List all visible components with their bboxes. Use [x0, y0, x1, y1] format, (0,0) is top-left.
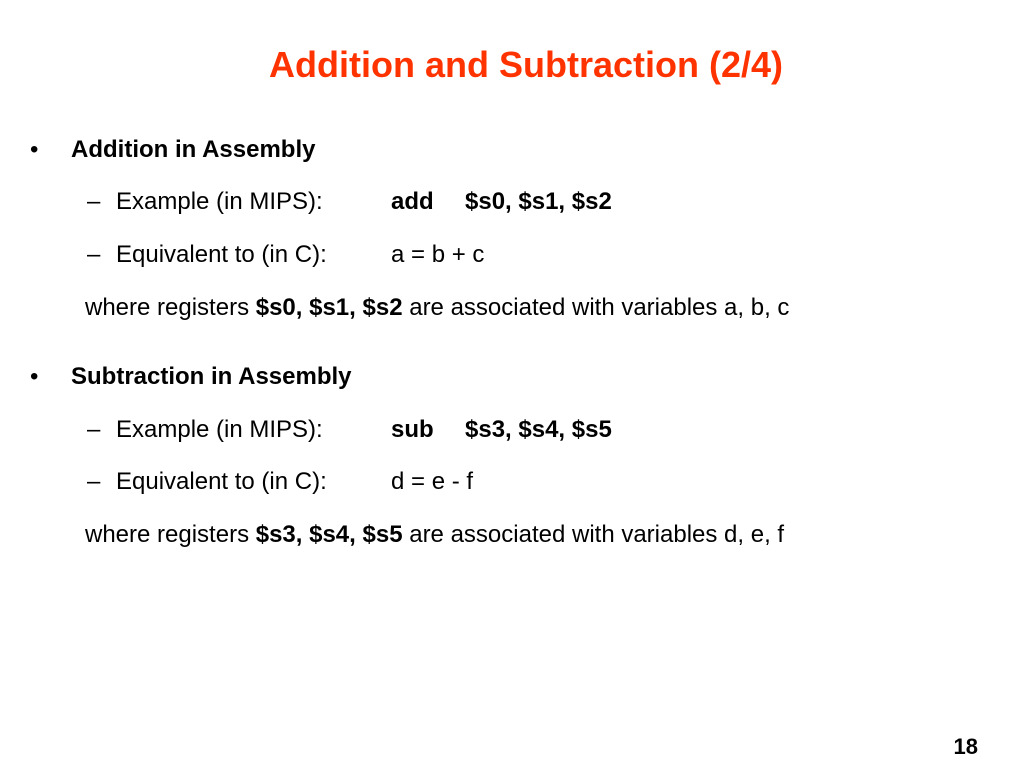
bullet-icon: •: [30, 136, 39, 163]
equivalent-label: Equivalent to (in C):: [116, 241, 327, 268]
slide-title: Addition and Subtraction (2/4): [269, 44, 783, 85]
c-expression: d = e - f: [391, 468, 474, 495]
bullet-icon: •: [30, 363, 39, 390]
register-note-prefix: where registers: [85, 521, 250, 548]
register-note-suffix: are associated with variables a, b, c: [409, 294, 790, 321]
page-number: 18: [953, 734, 978, 759]
register-list: $s0, $s1, $s2: [255, 294, 403, 321]
section-heading-subtraction: Subtraction in Assembly: [71, 363, 352, 390]
register-list: $s3, $s4, $s5: [255, 521, 403, 548]
mips-operands: $s0, $s1, $s2: [465, 188, 612, 215]
register-note-prefix: where registers: [85, 294, 250, 321]
equivalent-label: Equivalent to (in C):: [116, 468, 327, 495]
register-note: [85, 293, 789, 323]
mips-opcode: sub: [391, 416, 434, 443]
register-note-suffix: are associated with variables d, e, f: [409, 521, 785, 548]
example-label: Example (in MIPS):: [116, 188, 323, 215]
mips-operands: $s3, $s4, $s5: [465, 416, 612, 443]
example-label: Example (in MIPS):: [116, 416, 323, 443]
dash-icon: –: [87, 416, 101, 443]
dash-icon: –: [87, 468, 101, 495]
mips-opcode: add: [391, 188, 434, 215]
section-heading-addition: Addition in Assembly: [71, 136, 316, 163]
register-note: [85, 520, 784, 550]
dash-icon: –: [87, 241, 101, 268]
dash-icon: –: [87, 188, 101, 215]
c-expression: a = b + c: [391, 241, 485, 268]
